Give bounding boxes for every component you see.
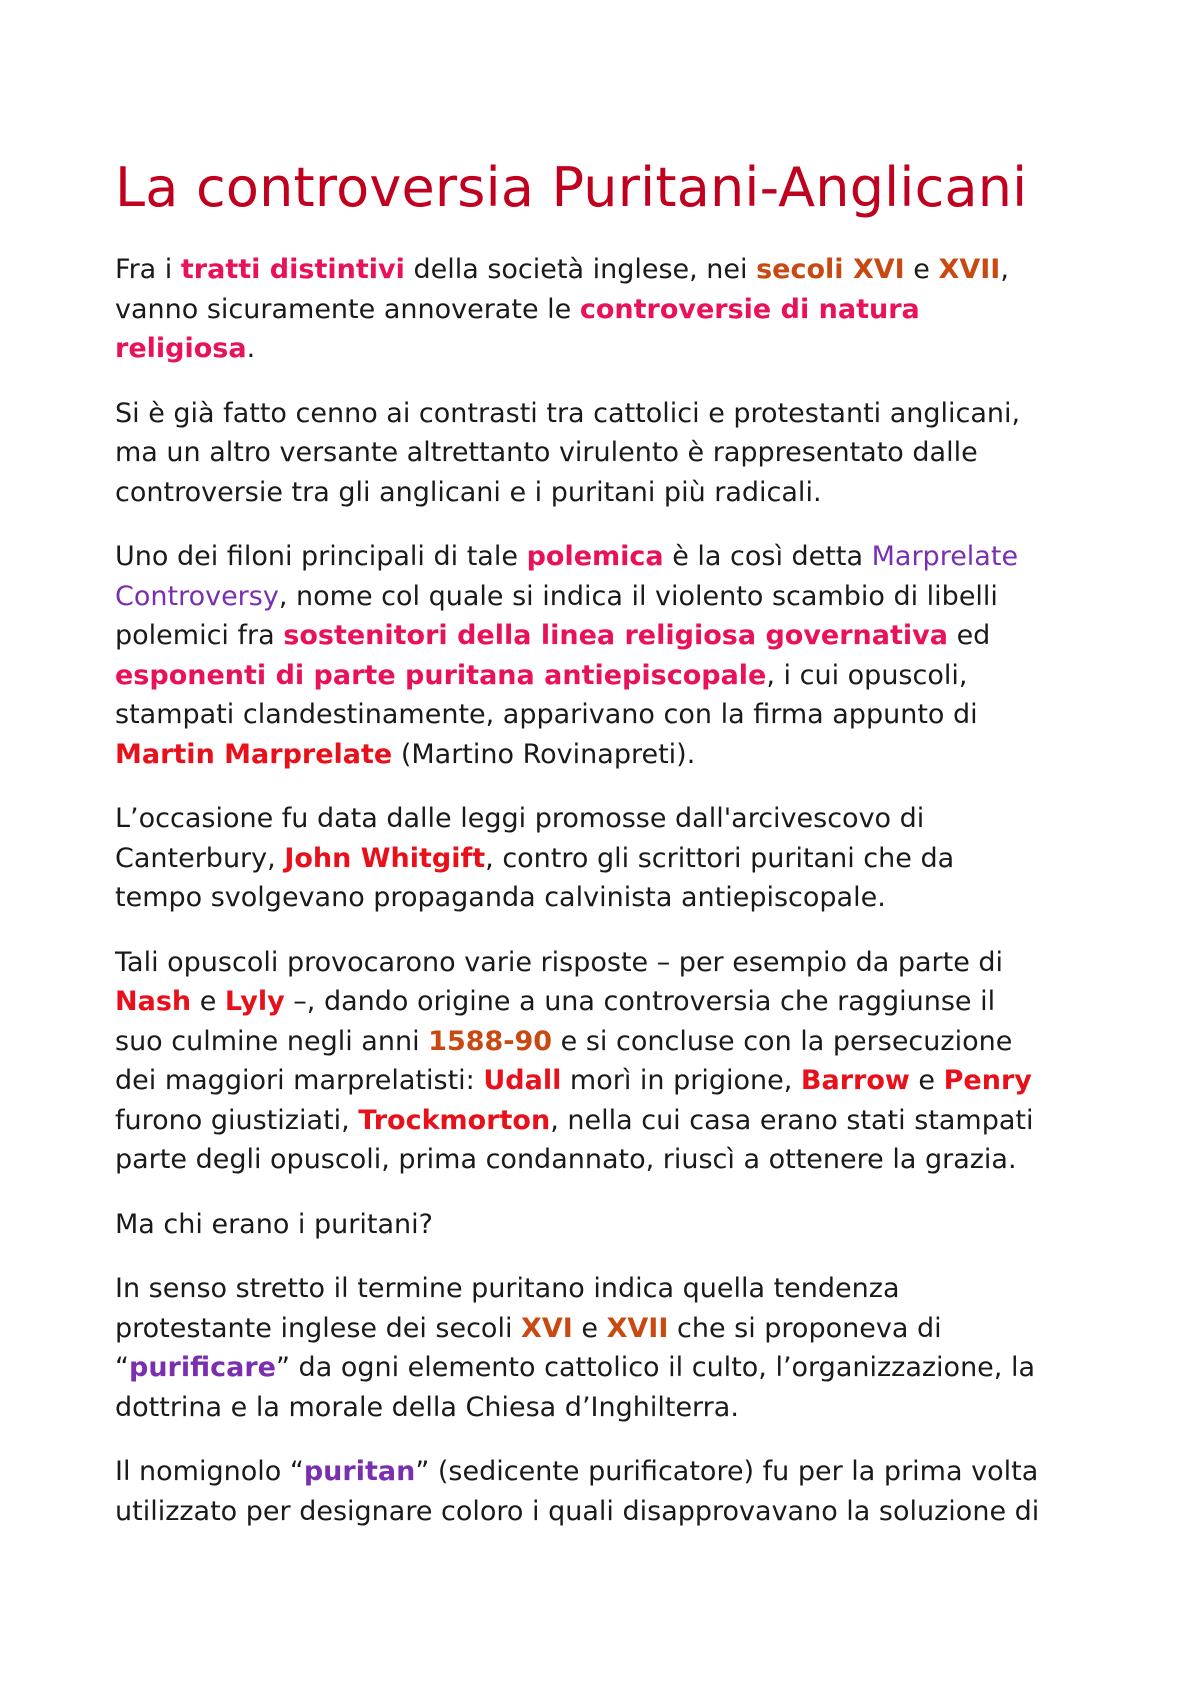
text-run: furono giustiziati, [115, 1104, 359, 1136]
highlight-century: XVII [606, 1312, 669, 1344]
text-run: ” (sedicente purificatore) fu per la prima volta [415, 1456, 1039, 1487]
text-run: , nella cui casa erano stati stampati [550, 1104, 1034, 1136]
text-run: e si concluse con la persecuzione [552, 1025, 1013, 1057]
paragraph-responses [115, 943, 1110, 1180]
highlight-person: Lyly [224, 986, 285, 1017]
text-run: dei maggiori marprelatisti: [115, 1065, 484, 1096]
text-line: In senso stretto il termine puritano indica quella tendenza [115, 1273, 900, 1304]
text-line: ma un altro versante altrettanto virulento è rappresentato dalle [115, 437, 978, 468]
paragraph-contrasts [115, 394, 1110, 513]
text-run: che si proponeva di [668, 1312, 942, 1344]
text-run: e [904, 254, 939, 285]
highlight-person: Martin Marprelate [115, 738, 393, 770]
text-run: morì in prigione, [561, 1065, 801, 1096]
text-run: ” da ogni elemento cattolico il culto, l’organizzazione, la [275, 1352, 1036, 1383]
highlight-name: Marprelate [871, 541, 1019, 572]
highlight-term: polemica [526, 541, 664, 572]
text-run: , contro gli scrittori puritani che da [485, 842, 955, 874]
text-line [115, 537, 1110, 577]
text-line: parte degli opuscoli, prima condannato, riuscì a ottenere la grazia. [115, 1144, 1017, 1175]
text-line: tempo svolgevano propaganda calvinista antiepiscopale. [115, 882, 886, 913]
paragraph-marprelate [115, 537, 1110, 774]
text-run: , nome col quale si indica il violento scambio di libelli [278, 580, 998, 612]
text-line: Ma chi erano i puritani? [115, 1208, 433, 1240]
highlight-term: controversie di natura [579, 293, 920, 325]
text-run: e [909, 1065, 944, 1096]
highlight-century: XVII [938, 254, 1001, 285]
text-line [115, 577, 1110, 617]
paragraph-occasion [115, 799, 1110, 918]
text-line [115, 1348, 1110, 1388]
highlight-person: Nash [115, 986, 192, 1017]
highlight-keyword: purificare [129, 1352, 276, 1383]
text-line [115, 616, 1110, 656]
text-run: ed [947, 620, 991, 651]
highlight-term: sostenitori della linea religiosa governativa [283, 620, 948, 651]
highlight-date: 1588-90 [428, 1025, 553, 1057]
text-run: polemici fra [115, 620, 284, 651]
text-line [115, 329, 1110, 369]
text-run: e [191, 986, 225, 1017]
highlight-person: Barrow [800, 1065, 910, 1096]
text-run: suo culmine negli anni [115, 1025, 429, 1057]
paragraph-nickname [115, 1452, 1110, 1531]
highlight-term: esponenti di parte puritana antiepiscopale [115, 659, 767, 691]
highlight-century: secoli XVI [756, 254, 905, 285]
text-run: , [1000, 254, 1009, 285]
text-run: Uno dei filoni principali di tale [115, 541, 527, 572]
text-run: (Martino Rovinapreti). [392, 738, 696, 770]
highlight-person: Penry [943, 1065, 1032, 1096]
text-run: . [246, 333, 256, 364]
text-line [115, 982, 1110, 1022]
paragraph-definition [115, 1269, 1110, 1427]
text-run: protestante inglese dei secoli [115, 1312, 522, 1344]
text-line: controversie tra gli anglicani e i puritani più radicali. [115, 476, 822, 508]
text-line: Si è già fatto cenno ai contrasti tra cattolici e protestanti anglicani, [115, 397, 1021, 429]
text-run: della società inglese, nei [404, 254, 757, 285]
highlight-person: Udall [483, 1065, 562, 1096]
text-line [115, 250, 1110, 290]
text-line: L’occasione fu data dalle leggi promosse dall'arcivescovo di [115, 803, 925, 834]
text-run: “ [115, 1352, 129, 1383]
text-line: Tali opuscoli provocarono varie risposte – per esempio da parte di [115, 946, 1004, 978]
text-run: , i cui opuscoli, [766, 659, 968, 691]
text-run: e [572, 1312, 607, 1344]
page-title: La controversia Puritani-Anglicani [115, 156, 1028, 219]
text-run: vanno sicuramente annoverate le [115, 293, 580, 325]
text-run: è la così detta [663, 541, 872, 572]
text-run: Canterbury, [115, 842, 285, 874]
text-line [115, 735, 1110, 775]
text-line [115, 1452, 1110, 1492]
text-run: Il nomignolo “ [115, 1456, 304, 1487]
text-line [115, 1309, 1110, 1349]
highlight-term: religiosa [115, 333, 247, 364]
highlight-keyword: puritan [303, 1456, 416, 1487]
text-run: Fra i [115, 254, 181, 285]
paragraph-question [115, 1205, 1110, 1245]
text-line: stampati clandestinamente, apparivano con la firma appunto di [115, 699, 978, 730]
highlight-person: John Whitgift [284, 842, 486, 874]
text-line: utilizzato per designare coloro i quali disapprovavano la soluzione di [115, 1495, 1040, 1527]
text-line [115, 290, 1110, 330]
text-line: dottrina e la morale della Chiesa d’Inghilterra. [115, 1391, 739, 1423]
paragraph-intro [115, 250, 1110, 369]
highlight-term: tratti distintivi [180, 254, 405, 285]
text-line [115, 1061, 1110, 1101]
highlight-name: Controversy [115, 580, 279, 612]
text-line [115, 656, 1110, 696]
highlight-century: XVI [521, 1312, 573, 1344]
highlight-person: Trockmorton [358, 1104, 551, 1136]
text-line [115, 839, 1110, 879]
text-run: –, dando origine a una controversia che raggiunse il [284, 986, 996, 1017]
text-line [115, 1101, 1110, 1141]
text-line [115, 1022, 1110, 1062]
